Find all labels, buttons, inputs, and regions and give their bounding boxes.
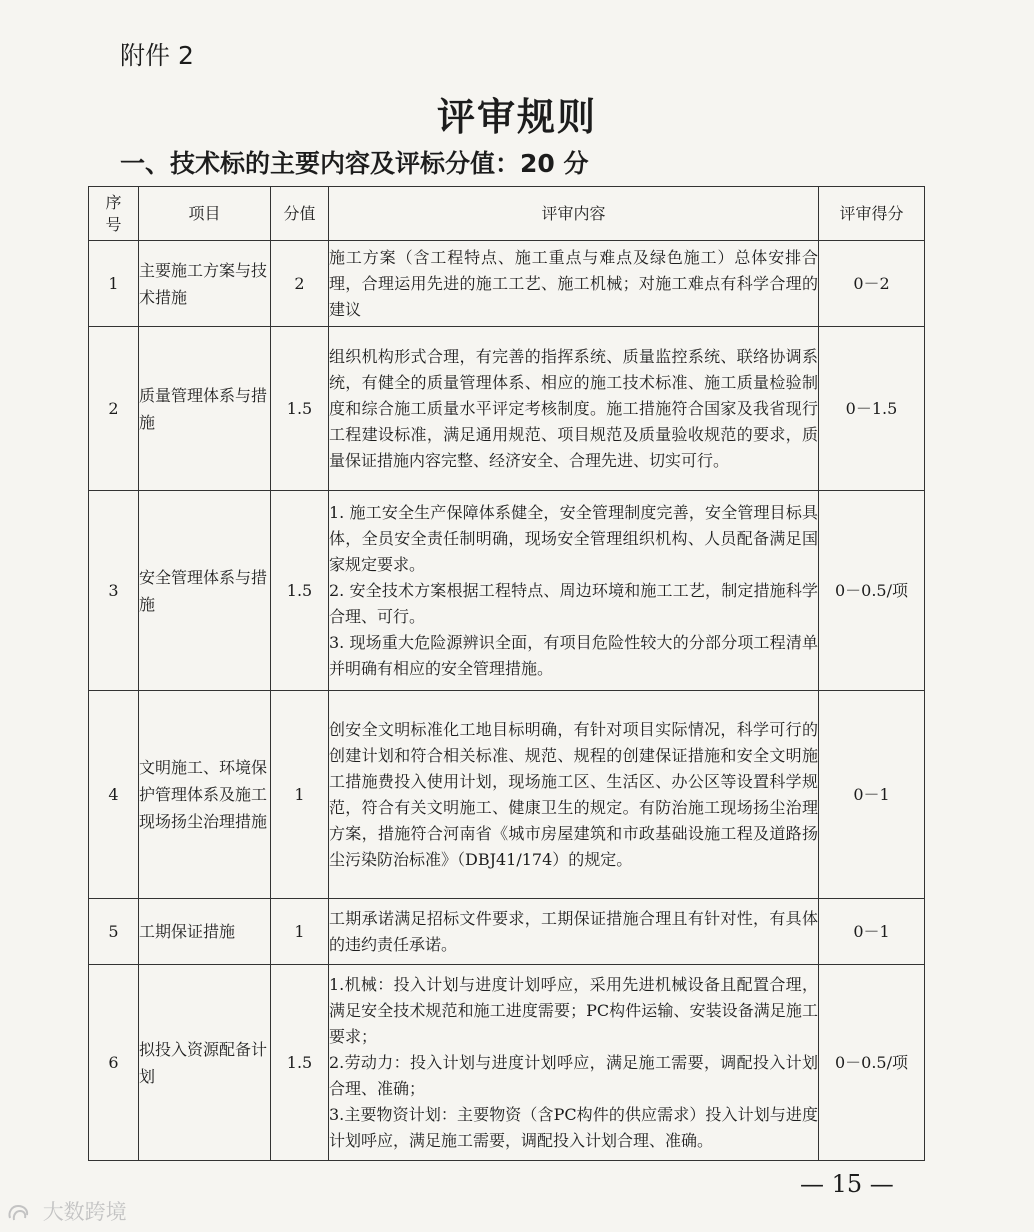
- row-item: 工期保证措施: [139, 899, 271, 965]
- row-content: 施工方案（含工程特点、施工重点与难点及绿色施工）总体安排合理，合理运用先进的施工工艺、施工机械；对施工难点有科学合理的建议: [329, 241, 819, 327]
- row-score: 1.5: [271, 491, 329, 691]
- table-row: [89, 241, 925, 327]
- header-content: 评审内容: [329, 187, 819, 241]
- row-range: 0－2: [819, 241, 925, 327]
- row-content: 组织机构形式合理，有完善的指挥系统、质量监控系统、联络协调系统，有健全的质量管理体系、相应的施工技术标准、施工质量检验制度和综合施工质量水平评定考核制度。施工措施符合国家及我省现行工程建设标准，满足通用规范、项目规范及质量验收规范的要求，质量保证措施内容完整、经济安全、合理先进、切实可行。: [329, 327, 819, 491]
- row-range: 0－0.5/项: [819, 491, 925, 691]
- row-no: 2: [89, 327, 139, 491]
- row-no: 1: [89, 241, 139, 327]
- row-no: 6: [89, 965, 139, 1161]
- row-range: 0－1.5: [819, 327, 925, 491]
- page-number: — 15 —: [800, 1170, 894, 1198]
- watermark: [6, 1196, 127, 1226]
- header-range: 评审得分: [819, 187, 925, 241]
- table-row: [89, 691, 925, 899]
- row-content: 1.机械：投入计划与进度计划呼应，采用先进机械设备且配置合理，满足安全技术规范和施工进度需要；PC构件运输、安装设备满足施工要求； 2.劳动力：投入计划与进度计划呼应，满足施工需要，调配投入计划合理、准确； 3.主要物资计划：主要物资（含PC构件的供应需求）投入计划与进度计划呼应，满足施工需要，调配投入计划合理、准确。: [329, 965, 819, 1161]
- row-no: 3: [89, 491, 139, 691]
- row-score: 1.5: [271, 965, 329, 1161]
- row-score: 1.5: [271, 327, 329, 491]
- table-row: [89, 491, 925, 691]
- row-item: 质量管理体系与措施: [139, 327, 271, 491]
- row-score: 1: [271, 899, 329, 965]
- row-content: 1. 施工安全生产保障体系健全，安全管理制度完善，安全管理目标具体，全员安全责任制明确，现场安全管理组织机构、人员配备满足国家规定要求。 2. 安全技术方案根据工程特点、周边环境和施工工艺，制定措施科学合理、可行。 3. 现场重大危险源辨识全面，有项目危险性较大的分部分项工程清单并明确有相应的安全管理措施。: [329, 491, 819, 691]
- row-no: 5: [89, 899, 139, 965]
- page-title: 评审规则: [436, 95, 597, 139]
- section-heading: 一、技术标的主要内容及评标分值：20 分: [120, 149, 589, 178]
- header-score: 分值: [271, 187, 329, 241]
- row-score: 1: [271, 691, 329, 899]
- attachment-label: 附件 2: [120, 41, 194, 70]
- scoring-table: [88, 186, 925, 1161]
- row-content: 工期承诺满足招标文件要求，工期保证措施合理且有针对性，有具体的违约责任承诺。: [329, 899, 819, 965]
- header-no: 序号: [89, 187, 139, 241]
- row-score: 2: [271, 241, 329, 327]
- table-row: [89, 327, 925, 491]
- watermark-text: 大数跨境: [42, 1200, 127, 1224]
- table-row: [89, 899, 925, 965]
- row-range: 0－1: [819, 899, 925, 965]
- row-item: 主要施工方案与技术措施: [139, 241, 271, 327]
- table-header-row: [89, 187, 925, 241]
- row-range: 0－1: [819, 691, 925, 899]
- row-item: 拟投入资源配备计划: [139, 965, 271, 1161]
- header-item: 项目: [139, 187, 271, 241]
- row-content: 创安全文明标准化工地目标明确，有针对项目实际情况，科学可行的创建计划和符合相关标准、规范、规程的创建保证措施和安全文明施工措施费投入使用计划，现场施工区、生活区、办公区等设置科学规范，符合有关文明施工、健康卫生的规定。有防治施工现场扬尘治理方案，措施符合河南省《城市房屋建筑和市政基础设施工程及道路扬尘污染防治标准》（DBJ41/174）的规定。: [329, 691, 819, 899]
- row-item: 安全管理体系与措施: [139, 491, 271, 691]
- row-no: 4: [89, 691, 139, 899]
- watermark-logo-icon: [6, 1202, 32, 1224]
- table-row: [89, 965, 925, 1161]
- row-item: 文明施工、环境保护管理体系及施工现场扬尘治理措施: [139, 691, 271, 899]
- row-range: 0－0.5/项: [819, 965, 925, 1161]
